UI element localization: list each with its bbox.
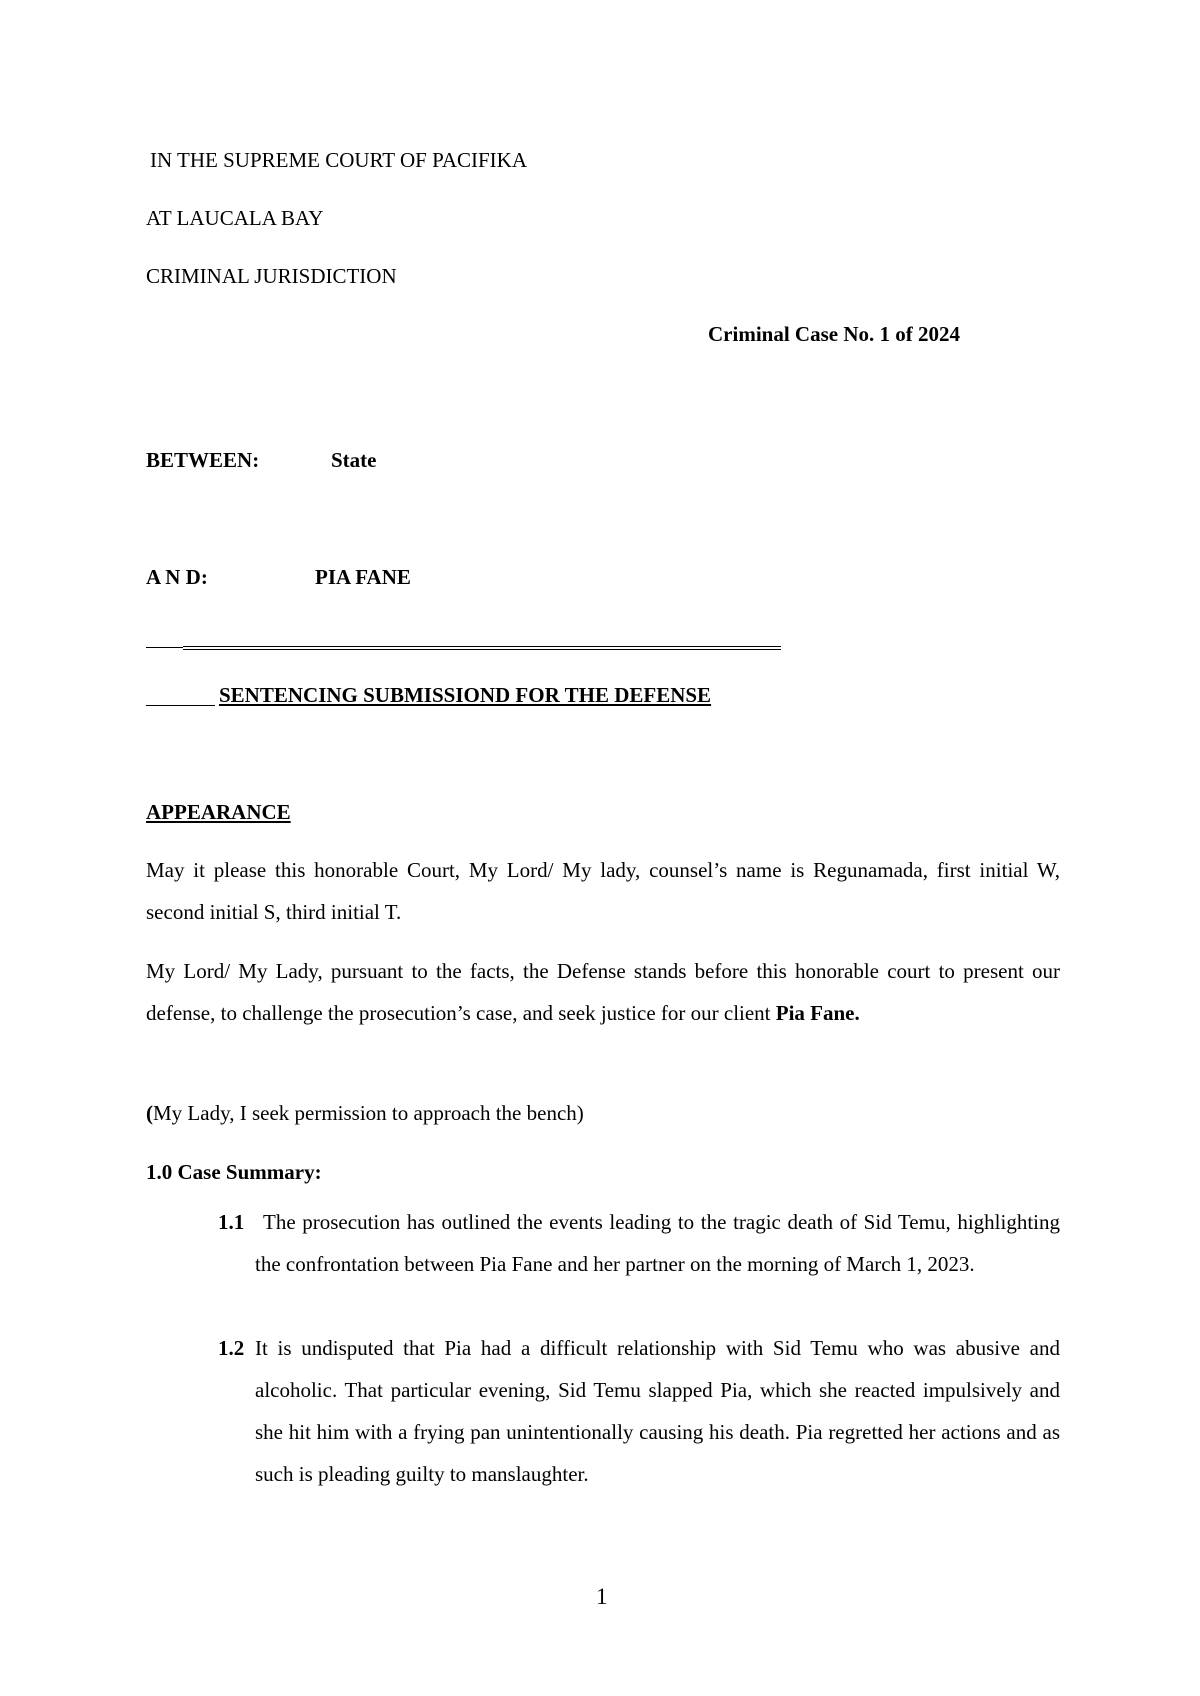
client-name: Pia Fane.	[775, 1001, 860, 1025]
summary-item-text: The prosecution has outlined the events leading to the tragic death of Sid Temu, highlighting the confrontation between Pia Fane and her partner on the morning of March 1, 2023.	[255, 1210, 1060, 1276]
appearance-paragraph-3-text: My Lady, I seek permission to approach the bench)	[153, 1101, 584, 1125]
case-number: Criminal Case No. 1 of 2024	[708, 322, 960, 346]
appearance-paragraph-3	[146, 1101, 584, 1126]
separator-line-left	[146, 647, 183, 648]
summary-item-number: 1.1	[218, 1210, 245, 1234]
separator-line	[183, 646, 781, 650]
between-label: BETWEEN:	[146, 448, 260, 472]
appearance-paragraph-2-text: My Lord/ My Lady, pursuant to the facts, the Defense stands before this honorable court to present our defense, to challenge the prosecution’s case, and seek justice for our client	[146, 959, 1060, 1025]
defendant-name: PIA FANE	[315, 565, 411, 589]
appearance-paragraph-2	[146, 950, 1060, 1034]
title-indent-underline	[146, 705, 215, 706]
plaintiff-name: State	[331, 448, 377, 472]
court-name: IN THE SUPREME COURT OF PACIFIKA	[150, 148, 528, 172]
case-summary-heading: 1.0 Case Summary:	[146, 1160, 322, 1184]
summary-item-text: It is undisputed that Pia had a difficult relationship with Sid Temu who was abusive and alcoholic. That particular evening, Sid Temu slapped Pia, which she reacted impulsively and she hit him with a frying pan unintentionally causing his death. Pia regretted her actions and as such is pleading guilty to manslaughter.	[255, 1336, 1060, 1486]
appearance-paragraph-3-open: (	[146, 1101, 153, 1125]
jurisdiction: CRIMINAL JURISDICTION	[146, 264, 397, 288]
appearance-heading: APPEARANCE	[146, 800, 291, 824]
document-title: SENTENCING SUBMISSIOND FOR THE DEFENSE	[219, 683, 712, 707]
and-label: A N D:	[146, 565, 208, 589]
court-location: AT LAUCALA BAY	[146, 206, 324, 230]
page-number: 1	[596, 1584, 608, 1609]
summary-item-number: 1.2	[218, 1336, 245, 1360]
appearance-paragraph-1: May it please this honorable Court, My Lord/ My lady, counsel’s name is Regunamada, first initial W, second initial S, third initial T.	[146, 858, 1060, 924]
